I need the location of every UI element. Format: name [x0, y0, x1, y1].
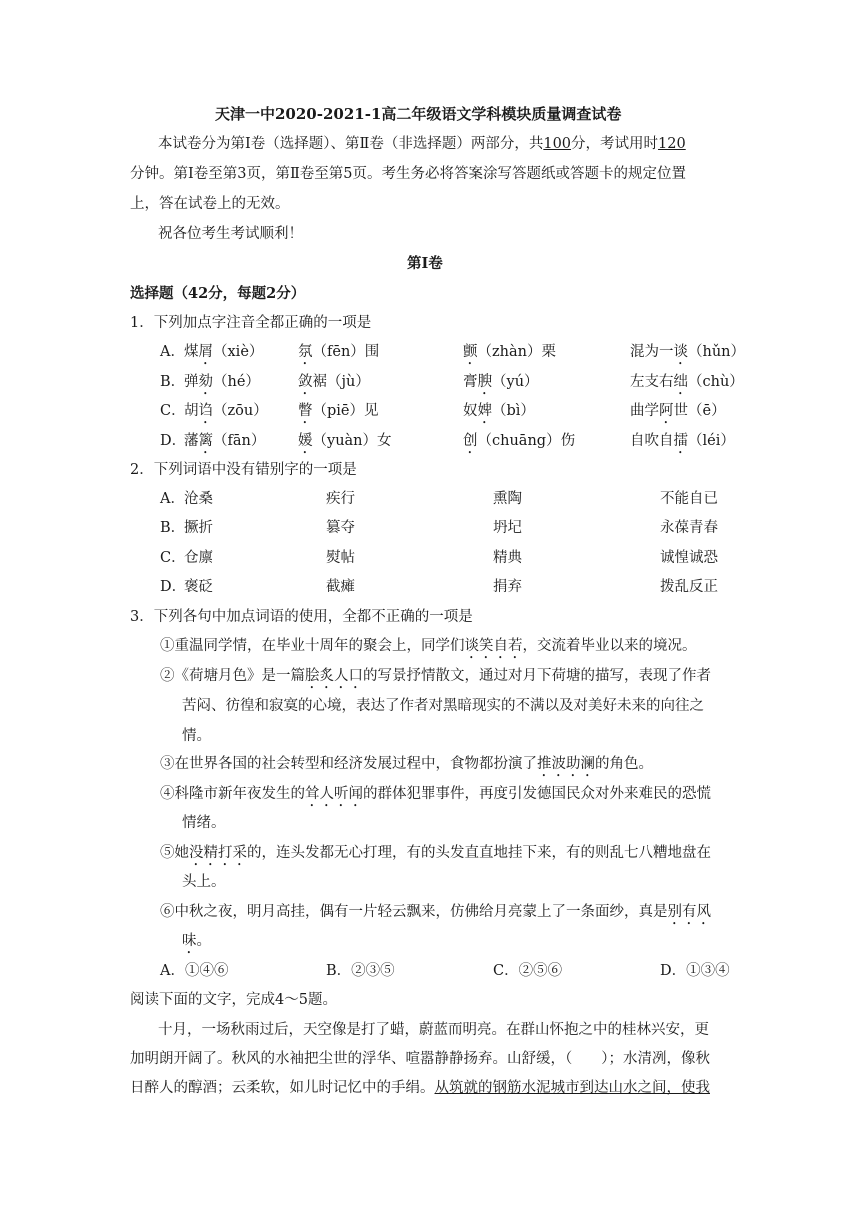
q1-option-item — [463, 401, 535, 427]
q3-sentence-4 — [160, 784, 711, 810]
exam-time: 120 — [658, 136, 686, 152]
reading-para-line-2: 加明朗开阔了。秋风的水袖把尘世的浮华、喧嚣静静扬弃。山舒缓，（ ）；水清冽，像秋 — [130, 1051, 710, 1067]
item-dotted-char: 劾 — [198, 374, 213, 390]
q3-sentence-5-cont: 头上。 — [182, 874, 226, 890]
q2-option-label: C． — [160, 550, 186, 566]
q3-s4-text-a: ④科隆市新年夜发生的 — [160, 786, 305, 802]
item-text-pre: 曲学 — [630, 403, 659, 419]
item-text-post: （piē）见 — [312, 403, 379, 419]
q1-option-item — [298, 431, 392, 457]
item-dotted-char: 擂 — [673, 433, 688, 449]
q3-sentence-4-cont: 情绪。 — [182, 815, 226, 831]
reading-para-line-1: 十月，一场秋雨过后，天空像是打了蜡，蔚蓝而明亮。在群山怀抱之中的桂林兴安，更 — [158, 1022, 709, 1038]
q3-s2-text-b: 的写景抒情散文，通过对月下荷塘的描写，表现了作者 — [363, 668, 711, 684]
q3-s3-text-b: 的角色。 — [595, 756, 653, 772]
item-dotted-char: 颤 — [463, 344, 478, 360]
item-text-post: （chuāng）伤 — [477, 433, 576, 449]
item-text-pre: 左支右 — [630, 374, 674, 390]
item-text-pre: 奴 — [463, 403, 478, 419]
item-text-pre: 藩 — [184, 433, 199, 449]
q1-option-label: A． — [160, 344, 185, 360]
item-text-pre: 自吹自 — [630, 433, 674, 449]
q2-option-word: 疾行 — [326, 491, 355, 507]
q3-s3-text-a: ③在世界各国的社会转型和经济发展过程中，食物都扮演了 — [160, 756, 537, 772]
item-text-pre: 混为一 — [630, 344, 674, 360]
q1-option-item — [298, 401, 379, 427]
q3-s1-dotted: 谈笑自若 — [464, 638, 523, 654]
intro-line-1 — [158, 134, 686, 154]
q1-option-item — [463, 431, 575, 457]
q2-option-label: B． — [160, 520, 186, 536]
item-dotted-char: 阿 — [659, 403, 674, 419]
q2-option-word: 仓廪 — [184, 550, 213, 566]
q3-s3-dotted: 推波助澜 — [537, 756, 595, 772]
q3-sentence-1 — [160, 636, 697, 662]
item-text-post: （bì） — [492, 403, 535, 419]
q3-s5-text-a: ⑤她 — [160, 845, 189, 861]
q3-s5-dotted: 没精打采 — [189, 845, 247, 861]
item-text-post: （yú） — [492, 374, 539, 390]
q3-sentence-2-end: 情。 — [182, 728, 211, 744]
q1-option-item — [630, 372, 744, 398]
intro-text-b: 分，考试用时 — [571, 136, 659, 152]
q3-s1-text-b: ，交流着毕业以来的境况。 — [522, 638, 697, 654]
section-header: 选择题（42分，每题2分） — [130, 285, 306, 302]
q1-option-item — [630, 431, 735, 457]
item-text-post: 裾（jù） — [312, 374, 370, 390]
item-dotted-char: 婢 — [477, 403, 492, 419]
item-dotted-char: 氛 — [298, 344, 313, 360]
item-dotted-char: 媛 — [298, 433, 313, 449]
q1-option-item — [184, 401, 268, 427]
q2-option-word: 截瘫 — [326, 579, 355, 595]
q2-option-word: 沧桑 — [184, 491, 213, 507]
q2-option-word: 坍圮 — [493, 520, 522, 536]
q2-option-word: 诚惶诚恐 — [660, 550, 718, 566]
item-text-post: （hé） — [213, 374, 260, 390]
item-text-post: （fān） — [213, 433, 266, 449]
item-text-post: 世（ē） — [673, 403, 726, 419]
q2-option-word: 拨乱反正 — [660, 579, 718, 595]
intro-wish: 祝各位考生考试顺利！ — [158, 226, 303, 242]
q1-option-item — [184, 342, 263, 368]
q2-option-word: 永葆青春 — [660, 520, 718, 536]
item-dotted-char: 屑 — [198, 344, 213, 360]
q3-sentence-2 — [160, 666, 711, 692]
q2-option-word: 不能自已 — [660, 491, 718, 507]
q3-s1-text-a: ①重温同学情，在毕业十周年的聚会上，同学们 — [160, 638, 465, 654]
item-text-post: （fēn）围 — [312, 344, 380, 360]
q1-option-item — [298, 342, 379, 368]
q1-option-item — [463, 372, 539, 398]
item-text-pre: 弹 — [184, 374, 199, 390]
q2-option-word: 熏陶 — [493, 491, 522, 507]
reading-underlined-sentence: 从筑就的钢筋水泥城市到达山水之间，使我 — [434, 1080, 710, 1096]
q3-sentence-5 — [160, 843, 711, 869]
q1-option-label: D． — [160, 433, 187, 449]
reading-text: 日醉人的醇酒；云柔软，如儿时记忆中的手绢。 — [130, 1080, 435, 1096]
item-text-post: （xiè） — [213, 344, 264, 360]
q3-sentence-6 — [160, 902, 711, 928]
q1-option-label: B． — [160, 374, 186, 390]
section-title: 第Ⅰ卷 — [407, 255, 443, 272]
q3-s2-dotted: 脍炙人口 — [305, 668, 363, 684]
q1-option-item — [184, 431, 265, 457]
q1-option-item — [298, 372, 370, 398]
q1-option-item — [184, 372, 260, 398]
q3-s6-text-end: 。 — [196, 933, 211, 949]
item-text-post: （léi） — [688, 433, 735, 449]
q3-s6-text-a: ⑥中秋之夜，明月高挂，偶有一片轻云飘来，仿佛给月亮蒙上了一条面纱，真是 — [160, 904, 668, 920]
q2-option-label: A． — [160, 491, 185, 507]
q3-sentence-3 — [160, 754, 653, 780]
q3-s2-text-a: ②《荷塘月色》是一篇 — [160, 668, 305, 684]
q2-option-word: 熨帖 — [326, 550, 355, 566]
q2-stem: 2．下列词语中没有错别字的一项是 — [130, 462, 357, 478]
exam-title: 天津一中2020-2021-1高二年级语文学科模块质量调查试卷 — [215, 105, 622, 123]
q2-option-word: 撅折 — [184, 520, 213, 536]
intro-text-a: 本试卷分为第Ⅰ卷（选择题）、第Ⅱ卷（非选择题）两部分，共 — [158, 136, 544, 152]
q3-stem: 3．下列各句中加点词语的使用，全都不正确的一项是 — [130, 609, 473, 625]
q1-option-item — [463, 342, 556, 368]
q3-answer-a: A．①④⑥ — [160, 963, 229, 979]
q2-option-word: 精典 — [493, 550, 522, 566]
q1-stem: 1．下列加点字注音全都正确的一项是 — [130, 315, 372, 331]
total-score: 100 — [543, 136, 572, 152]
q1-option-label: C． — [160, 403, 186, 419]
item-text-post: （yuàn）女 — [312, 433, 392, 449]
item-text-pre: 胡 — [184, 403, 199, 419]
item-text-pre: 膏 — [463, 374, 478, 390]
item-text-pre: 煤 — [184, 344, 199, 360]
item-dotted-char: 敛 — [298, 374, 313, 390]
intro-line-3: 上，答在试卷上的无效。 — [130, 196, 290, 212]
q2-option-label: D． — [160, 579, 187, 595]
q3-s4-text-b: 的群体犯罪事件，再度引发德国民众对外来难民的恐慌 — [363, 786, 711, 802]
q3-answer-b: B．②③⑤ — [326, 963, 395, 979]
q3-s5-text-b: 的，连头发都无心打理，有的头发直直地挂下来，有的则乱七八糟地盘在 — [247, 845, 711, 861]
q2-option-word: 褒砭 — [184, 579, 213, 595]
q3-s6-dotted: 别有风 — [667, 904, 711, 920]
item-text-post: （hǔn） — [688, 344, 746, 360]
reading-para-line-3 — [130, 1078, 710, 1098]
item-dotted-char: 腴 — [477, 374, 492, 390]
item-dotted-char: 绌 — [673, 374, 688, 390]
q3-answer-d: D．①③④ — [660, 963, 730, 979]
q2-option-word: 篡夺 — [326, 520, 355, 536]
q2-option-word: 捐弃 — [493, 579, 522, 595]
item-dotted-char: 谈 — [673, 344, 688, 360]
item-dotted-char: 篱 — [198, 433, 213, 449]
item-text-post: （zōu） — [213, 403, 268, 419]
q3-sentence-6-cont — [182, 931, 211, 957]
q3-s6-dotted-end: 味 — [182, 933, 197, 949]
item-dotted-char: 瞥 — [298, 403, 313, 419]
item-dotted-char: 创 — [463, 433, 478, 449]
q3-s4-dotted: 耸人听闻 — [305, 786, 363, 802]
q3-sentence-2-cont: 苦闷、彷徨和寂寞的心境，表达了作者对黑暗现实的不满以及对美好未来的向往之 — [182, 698, 704, 714]
q1-option-item — [630, 401, 726, 427]
intro-line-2: 分钟。第Ⅰ卷至第3页，第Ⅱ卷至第5页。考生务必将答案涂写答题纸或答题卡的规定位置 — [130, 166, 687, 182]
q3-answer-c: C．②⑤⑥ — [493, 963, 563, 979]
q1-option-item — [630, 342, 745, 368]
item-text-post: （chù） — [688, 374, 744, 390]
item-text-post: （zhàn）栗 — [477, 344, 556, 360]
item-dotted-char: 诌 — [198, 403, 213, 419]
reading-instruction: 阅读下面的文字，完成4～5题。 — [130, 992, 337, 1008]
